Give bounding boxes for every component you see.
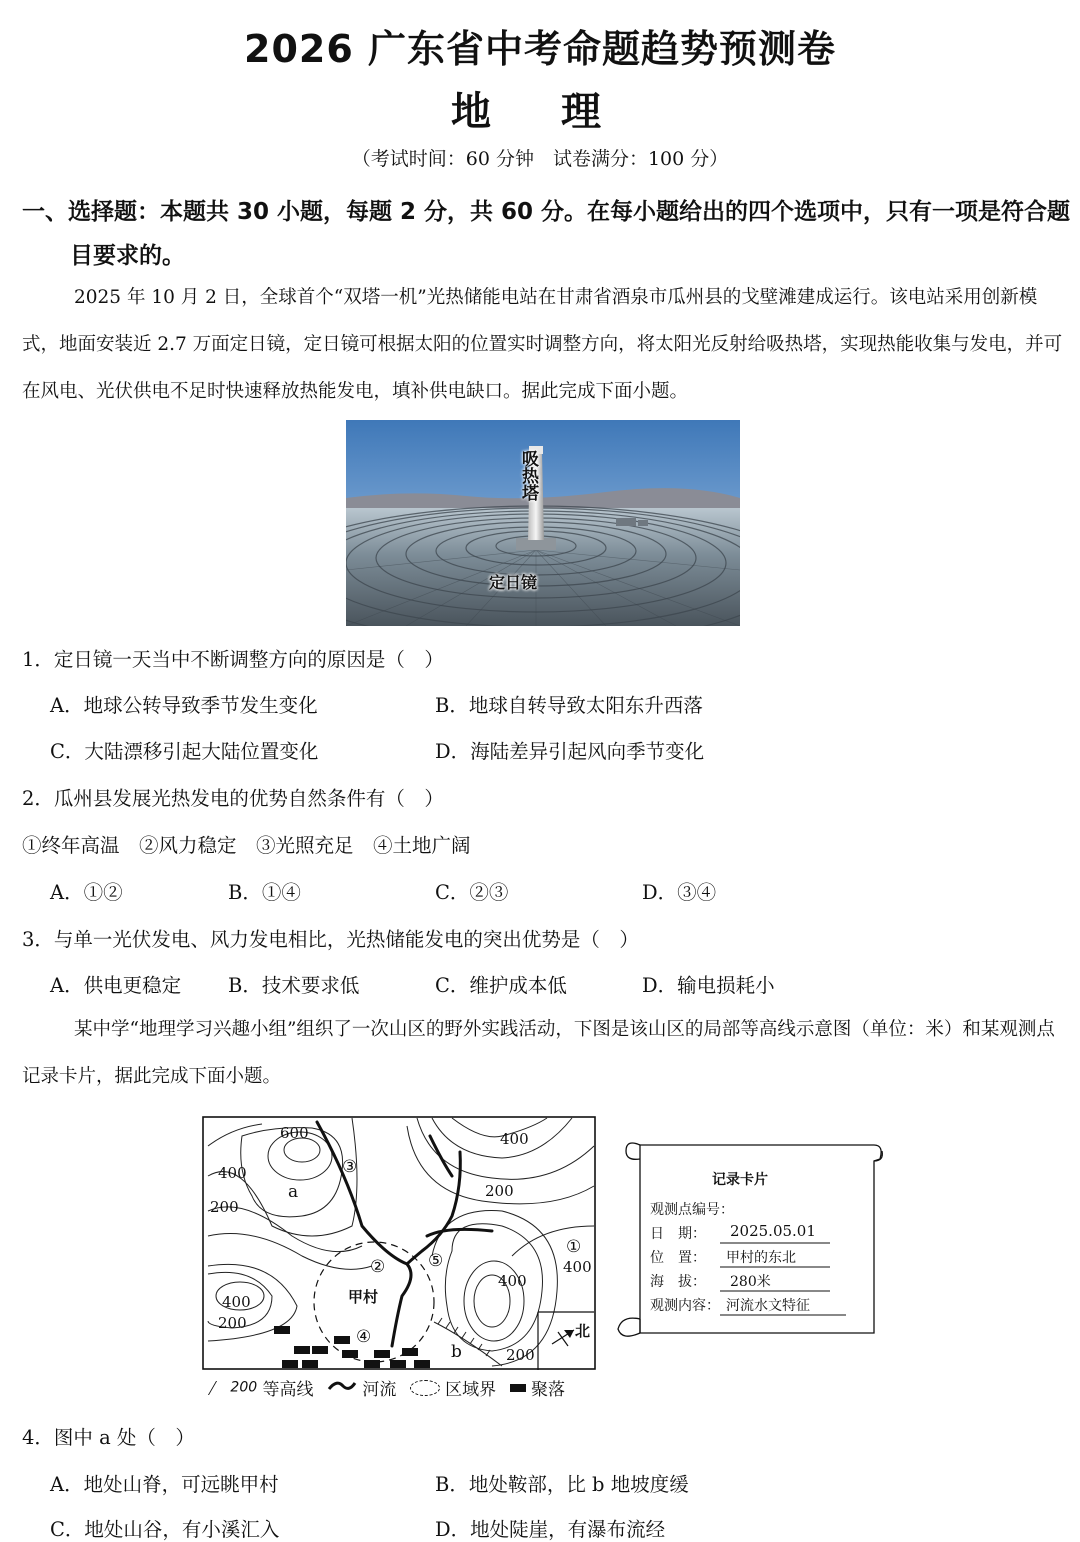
q4-option-b: B．地处鞍部，比 b 地坡度缓 [435, 1473, 689, 1496]
q3-option-d: D．输电损耗小 [642, 974, 775, 997]
contour-label: 400 [222, 1293, 251, 1311]
q3-option-c: C．维护成本低 [435, 974, 567, 997]
card-position-label: 位 置： [650, 1250, 706, 1266]
passage-2: 某中学“地理学习兴趣小组”组织了一次山区的野外实践活动，下图是该山区的局部等高线示意图（单位：米）和某观测点记录卡片，据此完成下面小题。 [22, 1019, 1055, 1087]
q2-option-a: A．①② [50, 881, 123, 904]
legend-river-label: 河流 [362, 1380, 397, 1400]
q2-option-b: B．①④ [228, 881, 301, 904]
contour-label: 600 [280, 1124, 309, 1142]
question-1-stem: 1．定日镜一天当中不断调整方向的原因是（ ） [22, 648, 444, 671]
card-content-label: 观测内容： [650, 1298, 720, 1314]
solar-plant-illustration [346, 420, 740, 626]
card-position-value: 甲村的东北 [726, 1250, 796, 1266]
legend-region-icon [410, 1380, 440, 1396]
legend-region-label: 区域界 [445, 1380, 497, 1400]
legend-settlement-label: 聚落 [530, 1380, 565, 1400]
map-legend [212, 1375, 565, 1400]
contour-label: 400 [500, 1130, 529, 1148]
contour-label: 200 [218, 1314, 247, 1332]
mirror-label: 定日镜 [489, 573, 538, 592]
card-number-label: 观测点编号： [650, 1202, 734, 1218]
card-altitude-value: 280米 [730, 1274, 771, 1290]
contour-label: 400 [218, 1164, 247, 1182]
tower-label: 吸热塔 [518, 450, 538, 501]
q1-option-b: B．地球自转导致太阳东升西落 [435, 694, 703, 717]
q2-option-d: D．③④ [642, 881, 717, 904]
card-date-value: 2025.05.01 [730, 1222, 816, 1240]
point-label: ① [566, 1237, 582, 1257]
contour-label: 200 [506, 1346, 535, 1364]
card-title: 记录卡片 [712, 1172, 768, 1188]
village-label: 甲村 [348, 1288, 379, 1306]
legend-contour-value: 200 [230, 1379, 258, 1396]
contour-label: 200 [485, 1182, 514, 1200]
q3-option-b: B．技术要求低 [228, 974, 360, 997]
contour-map-drawing [202, 1116, 596, 1372]
q4-option-c: C．地处山谷，有小溪汇入 [50, 1518, 280, 1541]
q2-conditions: ①终年高温 ②风力稳定 ③光照充足 ④土地广阔 [22, 834, 471, 857]
point-b-label: b [451, 1342, 462, 1362]
passage-1: 2025 年 10 月 2 日，全球首个“双塔一机”光热储能电站在甘肃省酒泉市瓜州县的戈壁滩建成运行。该电站采用创新模式，地面安装近 2.7 万面定日镜，定日镜可根据太阳的位置实时调整方向，将太阳光反射给吸热塔，实现热能收集与发电，并可在风电、光伏供电不足时快速释放热能发电，填补供电缺口。据此完成下面小题。 [22, 287, 1063, 402]
record-card [612, 1133, 884, 1345]
contour-label: 400 [498, 1272, 527, 1290]
solar-plant-photo [346, 420, 740, 626]
card-date-label: 日 期： [650, 1226, 706, 1242]
question-4-stem: 4．图中 a 处（ ） [22, 1426, 195, 1449]
point-label: ⑤ [428, 1251, 444, 1271]
legend-contour-icon [208, 1381, 229, 1395]
q1-option-d: D．海陆差异引起风向季节变化 [435, 740, 705, 763]
point-label: ② [370, 1257, 386, 1277]
card-altitude-label: 海 拔： [650, 1274, 706, 1290]
legend-settlement-icon [510, 1384, 526, 1392]
section-heading-line2: 目要求的。 [70, 243, 185, 269]
contour-map [202, 1116, 596, 1372]
q4-option-d: D．地处陡崖，有瀑布流经 [435, 1518, 666, 1541]
q1-option-c: C．大陆漂移引起大陆位置变化 [50, 740, 319, 763]
north-label: 北 [575, 1322, 591, 1340]
q2-option-c: C．②③ [435, 881, 509, 904]
contour-label: 400 [563, 1258, 592, 1276]
exam-info: （考试时间：60 分钟 试卷满分：100 分） [351, 148, 729, 170]
legend-contour-label: 等高线 [262, 1380, 314, 1400]
q1-option-a: A．地球公转导致季节发生变化 [50, 694, 318, 717]
contour-label: 200 [210, 1198, 239, 1216]
exam-title: 2026 广东省中考命题趋势预测卷 [244, 27, 836, 71]
section-heading [22, 190, 1072, 278]
question-2-stem: 2．瓜州县发展光热发电的优势自然条件有（ ） [22, 787, 444, 810]
point-label: ④ [356, 1327, 372, 1347]
card-content-value: 河流水文特征 [726, 1298, 810, 1314]
point-label: ③ [342, 1157, 358, 1177]
point-a-label: a [288, 1182, 299, 1202]
question-3-stem: 3．与单一光伏发电、风力发电相比，光热储能发电的突出优势是（ ） [22, 928, 639, 951]
legend-river-icon [327, 1378, 357, 1398]
q4-option-a: A．地处山脊，可远眺甲村 [50, 1473, 279, 1496]
q3-option-a: A．供电更稳定 [50, 974, 182, 997]
subject-title: 地 理 [451, 89, 629, 135]
section-heading-line1: 一、选择题：本题共 30 小题，每题 2 分，共 60 分。在每小题给出的四个选项中，只有一项是符合题 [22, 199, 1071, 225]
